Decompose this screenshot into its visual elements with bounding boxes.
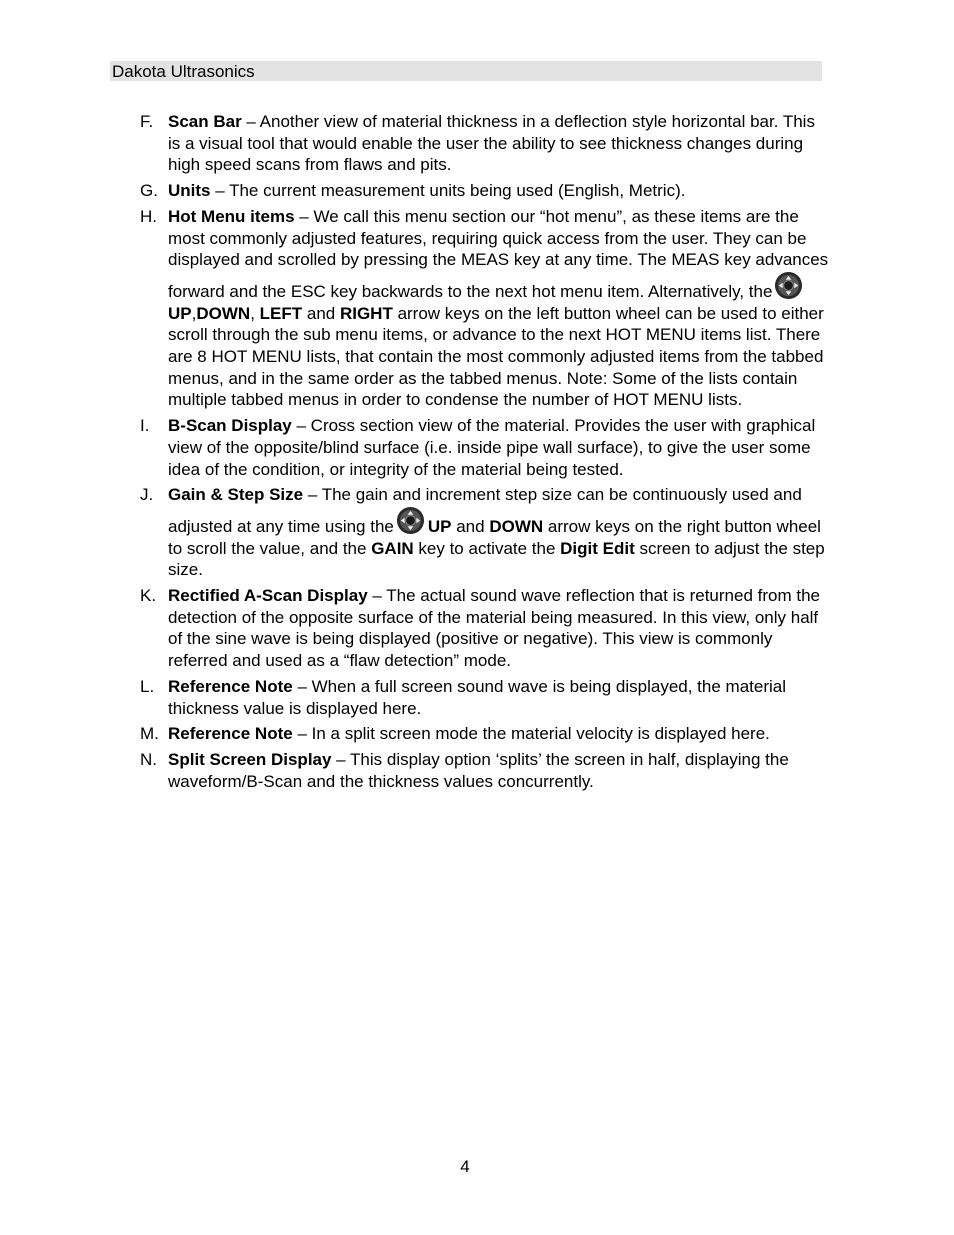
item-text: – This display option ‘splits’ the screen in half, displaying the waveform/B-Scan and the thickness values concurrently.	[168, 749, 789, 791]
list-item	[140, 484, 830, 581]
item-text: – We call this menu section our “hot menu”, as these items are the most commonly adjusted features, requiring quick access from the user. They can be displayed and scrolled by pressing the MEAS key at any time. The MEAS key advances forward and the ESC key backwards to the next hot menu item. Alternatively, the	[168, 206, 829, 301]
header-title: Dakota Ultrasonics	[112, 62, 255, 81]
list-item	[140, 111, 830, 176]
item-term: Units	[168, 181, 211, 201]
page-number: 4	[460, 1157, 470, 1176]
item-term: Hot Menu items	[168, 206, 295, 226]
item-letter: I.	[140, 416, 150, 436]
item-text: – The current measurement units being used (English, Metric).	[210, 181, 686, 201]
item-text: screen to adjust the step size.	[168, 538, 825, 580]
item-text-sep: arrow keys on the right button wheel to scroll the value, and the	[168, 516, 821, 558]
item-letter: G.	[140, 181, 158, 201]
list-item	[140, 415, 830, 480]
item-text-sep: key to activate the	[413, 538, 561, 558]
running-header	[110, 61, 822, 81]
key-up-label: UP	[168, 303, 192, 323]
list-item	[140, 749, 830, 792]
list-item	[140, 723, 830, 745]
list-item	[140, 180, 830, 202]
list-item	[140, 585, 830, 672]
key-left-label: LEFT	[259, 303, 303, 323]
item-term: Scan Bar	[168, 112, 242, 131]
key-up-label: UP	[427, 516, 452, 536]
item-text: – Cross section view of the material. Provides the user with graphical view of the opposite/blind surface (i.e. inside pipe wall surface), to give the user some idea of the condition, or integrity of the material being tested.	[168, 416, 816, 479]
item-letter: K.	[140, 586, 157, 606]
item-text-sep: and	[302, 303, 340, 323]
definition-list	[140, 111, 830, 796]
list-item	[140, 676, 830, 719]
item-term: B-Scan Display	[168, 416, 292, 436]
key-down-label: DOWN	[196, 303, 251, 323]
item-term: Gain & Step Size	[168, 485, 304, 505]
item-term: Reference Note	[168, 724, 293, 744]
key-down-label: DOWN	[489, 516, 544, 536]
item-text: – When a full screen sound wave is being displayed, the material thickness value is displayed here.	[168, 676, 786, 718]
arrow-wheel-icon	[774, 271, 803, 300]
list-item	[140, 206, 830, 411]
item-term: Rectified A-Scan Display	[168, 586, 368, 606]
key-gain-label: GAIN	[371, 538, 414, 558]
item-letter: M.	[140, 724, 159, 744]
item-letter: N.	[140, 749, 157, 769]
item-term: Split Screen Display	[168, 749, 332, 769]
item-letter: F.	[140, 112, 154, 131]
digit-edit-label: Digit Edit	[560, 538, 635, 558]
item-text-sep: ,	[250, 303, 260, 323]
item-term: Reference Note	[168, 676, 293, 696]
key-right-label: RIGHT	[339, 303, 393, 323]
item-text: arrow keys on the left button wheel can be used to either scroll through the sub menu items, or advance to the next HOT MENU items list. There are 8 HOT MENU lists, that contain the most commonly adjusted items from the tabbed menus, and in the same order as the tabbed menus. Note: Some of the lists contain multiple tabbed menus in order to condense the number of HOT MENU lists.	[168, 303, 824, 410]
item-letter: L.	[140, 676, 155, 696]
item-text-sep: ,	[191, 303, 197, 323]
item-text-sep: and	[451, 516, 490, 536]
item-text: – Another view of material thickness in a deflection style horizontal bar. This is a visual tool that would enable the user the ability to see thickness changes during high speed scans from flaws and pits.	[168, 112, 815, 175]
item-text: – The actual sound wave reflection that is returned from the detection of the opposite surface of the material being measured. In this view, only half of the sine wave is being displayed (positive or negative). This view is commonly referred and used as a “flaw detection” mode.	[168, 586, 820, 671]
arrow-wheel-icon	[396, 506, 425, 535]
item-text: – In a split screen mode the material velocity is displayed here.	[292, 724, 770, 744]
item-letter: H.	[140, 206, 157, 226]
item-text: – The gain and increment step size can be continuously used and adjusted at any time using the	[168, 485, 802, 536]
item-letter: J.	[140, 485, 154, 505]
